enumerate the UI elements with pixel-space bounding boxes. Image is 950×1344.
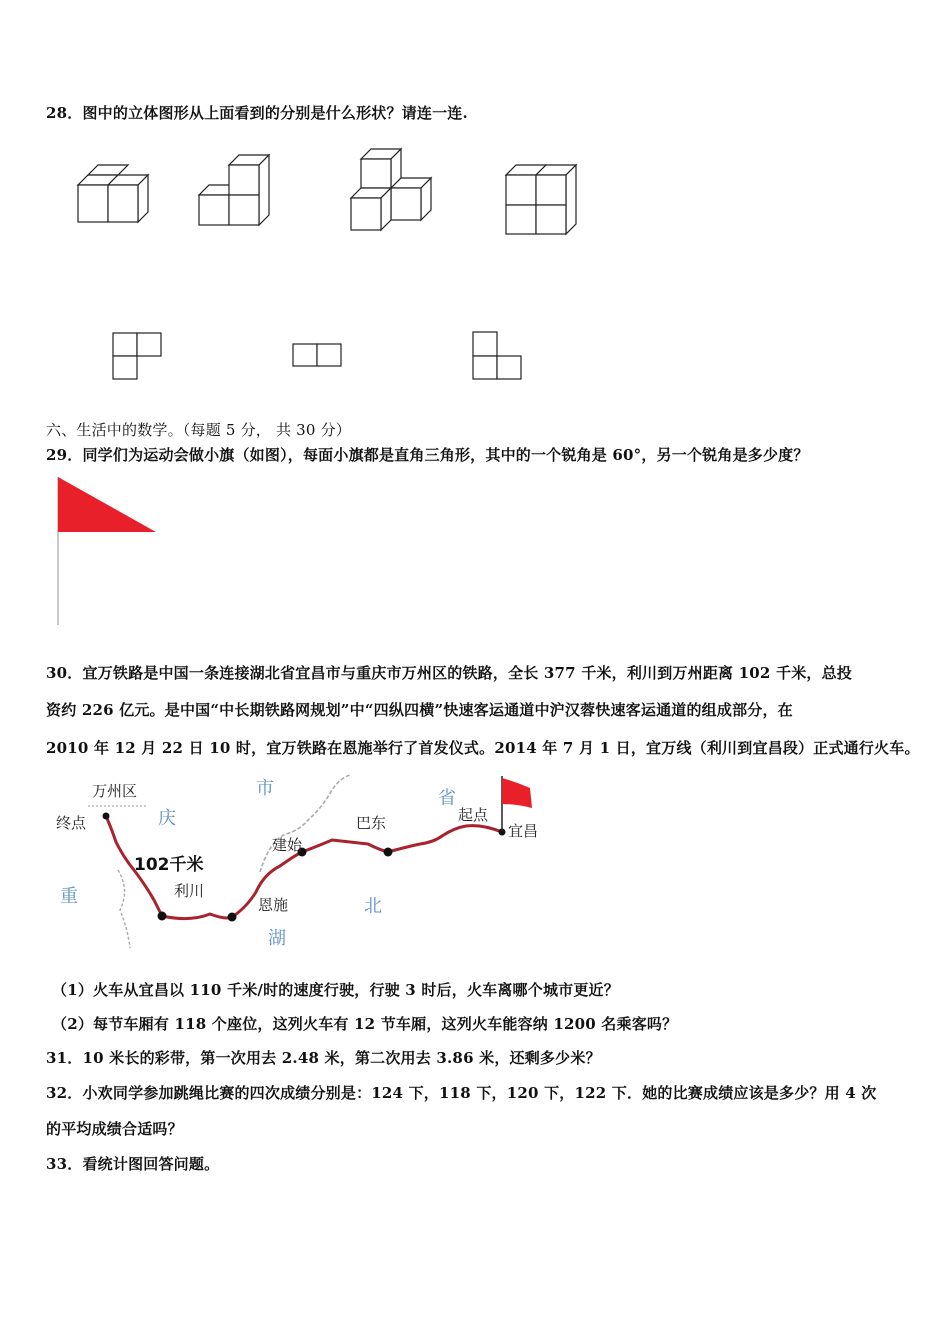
flag-triangle — [58, 477, 156, 532]
q31-text: 31．10 米长的彩带，第一次用去 2.48 米，第二次用去 3.86 米，还剩多少米？ — [46, 1049, 601, 1067]
label-wanzhou: 万州区 — [92, 782, 138, 800]
railway-map — [50, 770, 550, 955]
flag-figure — [50, 475, 170, 630]
solids-figure — [60, 140, 600, 250]
q33-text: 33．看统计图回答问题。 — [46, 1155, 220, 1173]
solid-3 — [351, 149, 431, 230]
solid-1 — [78, 165, 148, 222]
label-badong: 巴东 — [356, 814, 387, 832]
section-6-title: 六、生活中的数学。（每题 5 分， 共 30 分） — [46, 421, 351, 439]
region-shi: 市 — [256, 778, 274, 799]
region-qing: 庆 — [158, 808, 176, 829]
station-enshi — [228, 913, 237, 922]
solid-2 — [199, 155, 269, 225]
label-enshi: 恩施 — [258, 896, 289, 914]
station-badong — [384, 848, 393, 857]
label-yichang: 宜昌 — [508, 822, 539, 840]
station-wanzhou — [103, 813, 110, 820]
q29-text: 29．同学们为运动会做小旗（如图），每面小旗都是直角三角形，其中的一个锐角是 60°，另一个锐角是多少度？ — [46, 446, 809, 464]
label-jianshi: 建始 — [272, 836, 303, 854]
solid-4 — [506, 165, 576, 234]
label-lichuan: 利川 — [174, 882, 205, 900]
q30-line-1: 30．宜万铁路是中国一条连接湖北省宜昌市与重庆市万州区的铁路，全长 377 千米，利川到万州距离 102 千米，总投 — [46, 664, 852, 682]
label-end: 终点 — [56, 814, 87, 832]
q30-line-2: 资约 226 亿元。是中国“中长期铁路网规划”中“四纵四横”快速客运通道中沪汉蓉快速客运通道的组成部分，在 — [46, 701, 793, 719]
county-boundary — [118, 870, 130, 948]
q30-sub-2: （2）每节车厢有 118 个座位，这列火车有 12 节车厢，这列火车能容纳 1200 名乘客吗？ — [52, 1015, 678, 1033]
station-lichuan — [158, 912, 167, 921]
region-bei: 北 — [364, 896, 382, 917]
q28-text: 28．图中的立体图形从上面看到的分别是什么形状？请连一连. — [46, 104, 468, 122]
region-sheng: 省 — [438, 788, 456, 809]
label-distance: 102千米 — [134, 855, 204, 875]
label-start: 起点 — [458, 806, 489, 824]
top-view-2 — [293, 344, 341, 366]
top-view-1 — [113, 333, 161, 379]
q32-line-1: 32．小欢同学参加跳绳比赛的四次成绩分别是：124 下，118 下，120 下，122 下．她的比赛成绩应该是多少？用 4 次 — [46, 1084, 877, 1102]
q30-sub-1: （1）火车从宜昌以 110 千米/时的速度行驶，行驶 3 时后，火车离哪个城市更近？ — [52, 981, 619, 999]
top-view-3 — [473, 332, 521, 379]
map-flag-icon — [502, 778, 532, 808]
q30-line-3: 2010 年 12 月 22 日 10 时，宜万铁路在恩施举行了首发仪式。2014 年 7 月 1 日，宜万线（利川到宜昌段）正式通行火车。 — [46, 739, 920, 757]
q32-line-2: 的平均成绩合适吗？ — [46, 1120, 183, 1138]
region-chong: 重 — [60, 886, 78, 907]
top-views-figure — [100, 320, 540, 390]
region-hu: 湖 — [268, 928, 286, 949]
